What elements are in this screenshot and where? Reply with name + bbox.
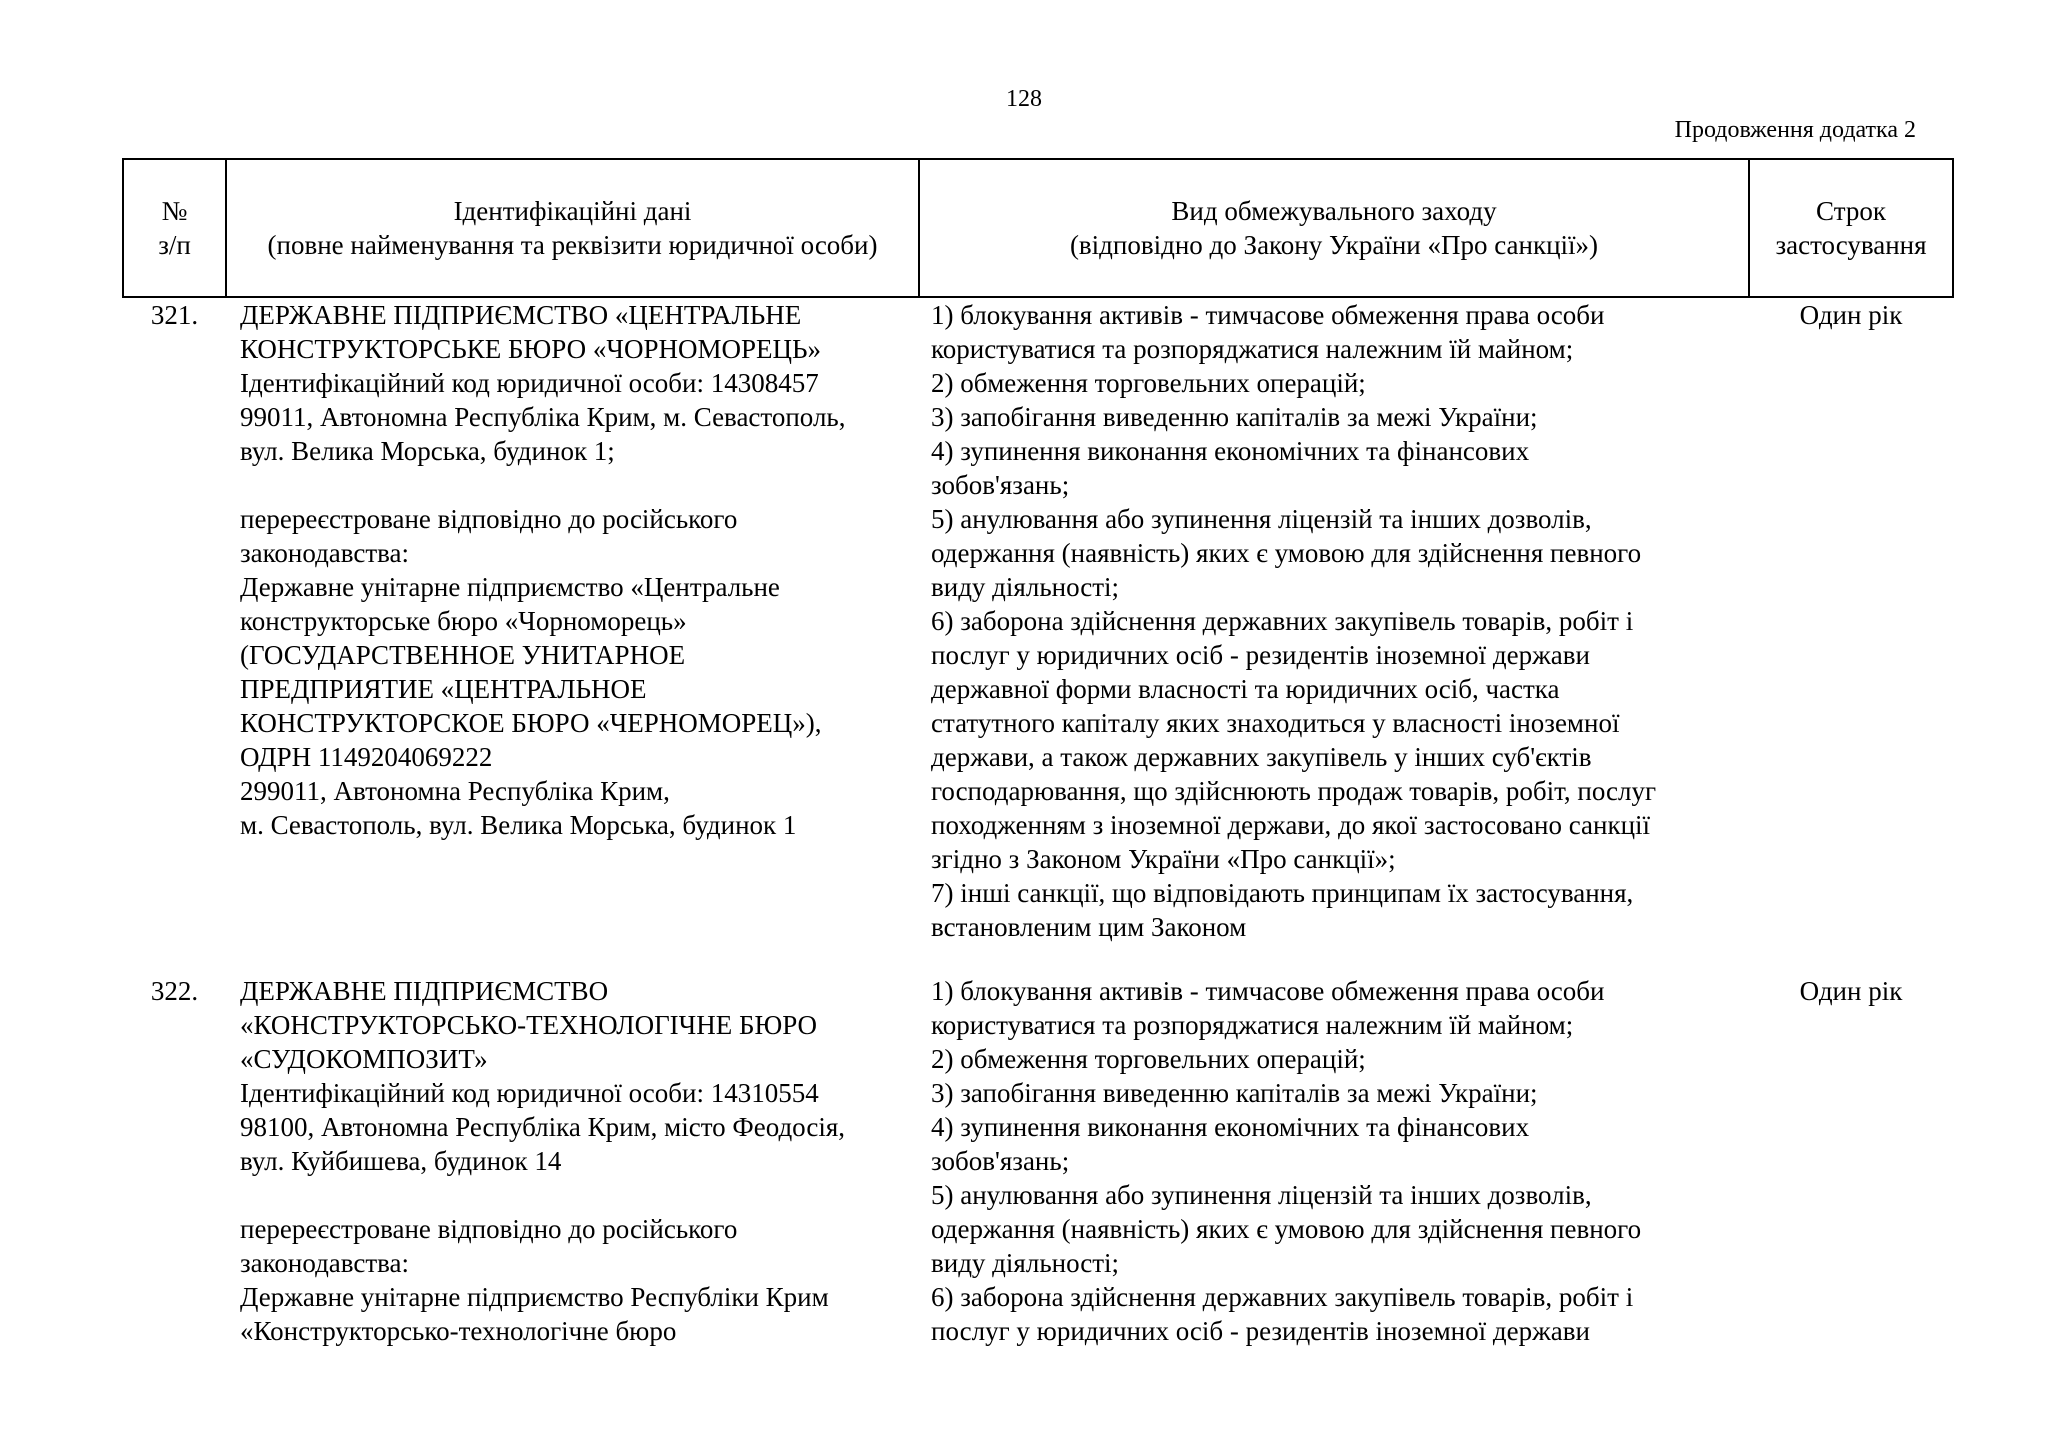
header-identification (226, 159, 919, 297)
cell-text-line: 6) заборона здійснення державних закупівель товарів, робіт і (931, 1282, 1634, 1312)
cell-text-line: згідно з Законом України «Про санкції»; (931, 844, 1396, 874)
cell-text-line: зобов'язань; (931, 1146, 1070, 1176)
cell-text-line: зобов'язань; (931, 470, 1070, 500)
cell-text-line: виду діяльності; (931, 572, 1120, 602)
cell-text-line: перереєстроване відповідно до російського (240, 504, 738, 534)
cell-text-line: 5) анулювання або зупинення ліцензій та інших дозволів, (931, 504, 1592, 534)
cell-text-line: послуг у юридичних осіб - резидентів іноземної держави (931, 1316, 1590, 1346)
header-measure-line-1: Вид обмежувального заходу (1171, 196, 1497, 226)
appendix-continuation-label: Продовження додатка 2 (1674, 117, 1916, 143)
cell-text-line: 299011, Автономна Республіка Крим, (240, 776, 670, 806)
cell-text-line: ОДРН 1149204069222 (240, 742, 493, 772)
cell-text-line: 98100, Автономна Республіка Крим, місто Феодосія, (240, 1112, 846, 1142)
cell-text-line: статутного капіталу яких знаходиться у власності іноземної (931, 708, 1620, 738)
cell-text-line: 4) зупинення виконання економічних та фінансових (931, 1112, 1530, 1142)
cell-text-line: ПРЕДПРИЯТИЕ «ЦЕНТРАЛЬНОЕ (240, 674, 647, 704)
cell-text-line: законодавства: (240, 538, 410, 568)
cell-text-line: КОНСТРУКТОРСЬКЕ БЮРО «ЧОРНОМОРЕЦЬ» (240, 334, 821, 364)
page-number: 128 (1006, 86, 1042, 112)
cell-text-line: 99011, Автономна Республіка Крим, м. Севастополь, (240, 402, 846, 432)
cell-text-line: вул. Куйбишева, будинок 14 (240, 1146, 562, 1176)
header-identification-line-2: (повне найменування та реквізити юридичної особи) (267, 230, 878, 260)
cell-text-line: одержання (наявність) яких є умовою для здійснення певного (931, 1214, 1642, 1244)
cell-text-line: 7) інші санкції, що відповідають принципам їх застосування, (931, 878, 1634, 908)
cell-text-line: одержання (наявність) яких є умовою для здійснення певного (931, 538, 1642, 568)
cell-text-line: послуг у юридичних осіб - резидентів іноземної держави (931, 640, 1590, 670)
cell-text-line: перереєстроване відповідно до російського (240, 1214, 738, 1244)
cell-text-line: Державне унітарне підприємство Республіки Крим (240, 1282, 829, 1312)
cell-text-line: законодавства: (240, 1248, 410, 1278)
cell-text-line: держави, а також державних закупівель у інших суб'єктів (931, 742, 1592, 772)
cell-text-line: 1) блокування активів - тимчасове обмеження права особи (931, 976, 1605, 1006)
table-header (123, 159, 1953, 297)
measures-cell (919, 297, 1749, 944)
cell-text-line: «Конструкторсько-технологічне бюро (240, 1316, 677, 1346)
cell-text-line: походженням з іноземної держави, до якої застосовано санкції (931, 810, 1651, 840)
header-number-line-2: з/п (158, 230, 191, 260)
cell-text-line: державної форми власності та юридичних осіб, частка (931, 674, 1560, 704)
paragraph-gap (240, 468, 911, 502)
header-measure (919, 159, 1749, 297)
cell-text-line: Ідентифікаційний код юридичної особи: 14310554 (240, 1078, 819, 1108)
identification-cell (226, 944, 919, 1348)
cell-text-line: Ідентифікаційний код юридичної особи: 14308457 (240, 368, 819, 398)
header-measure-line-2: (відповідно до Закону України «Про санкції») (1069, 230, 1599, 260)
cell-text-line: Державне унітарне підприємство «Центральне (240, 572, 780, 602)
cell-text-line: м. Севастополь, вул. Велика Морська, будинок 1 (240, 810, 797, 840)
cell-text-line: ДЕРЖАВНЕ ПІДПРИЄМСТВО «ЦЕНТРАЛЬНЕ (240, 300, 802, 330)
cell-text-line: вул. Велика Морська, будинок 1; (240, 436, 615, 466)
table-row (123, 944, 1953, 1348)
cell-text-line: встановленим цим Законом (931, 912, 1247, 942)
cell-text-line: 6) заборона здійснення державних закупівель товарів, робіт і (931, 606, 1634, 636)
cell-text-line: користуватися та розпоряджатися належним їй майном; (931, 1010, 1574, 1040)
table-row (123, 297, 1953, 944)
cell-text-line: господарювання, що здійснюють продаж товарів, робіт, послуг (931, 776, 1657, 806)
header-term-line-1: Строк (1816, 196, 1886, 226)
header-identification-line-1: Ідентифікаційні дані (453, 196, 692, 226)
header-term-line-2: застосування (1775, 230, 1927, 260)
term-cell: Один рік (1799, 300, 1903, 330)
cell-text-line: ДЕРЖАВНЕ ПІДПРИЄМСТВО (240, 976, 609, 1006)
cell-text-line: 2) обмеження торговельних операцій; (931, 1044, 1366, 1074)
row-number: 321. (150, 300, 199, 330)
sanctions-table (122, 158, 1954, 1348)
cell-text-line: 4) зупинення виконання економічних та фінансових (931, 436, 1530, 466)
cell-text-line: конструкторське бюро «Чорноморець» (240, 606, 687, 636)
cell-text-line: «КОНСТРУКТОРСЬКО-ТЕХНОЛОГІЧНЕ БЮРО (240, 1010, 818, 1040)
paragraph-gap (240, 1178, 911, 1212)
cell-text-line: 3) запобігання виведенню капіталів за межі України; (931, 1078, 1538, 1108)
cell-text-line: 1) блокування активів - тимчасове обмеження права особи (931, 300, 1605, 330)
header-number (123, 159, 226, 297)
cell-text-line: 5) анулювання або зупинення ліцензій та інших дозволів, (931, 1180, 1592, 1210)
cell-text-line: (ГОСУДАРСТВЕННОЕ УНИТАРНОЕ (240, 640, 686, 670)
header-number-line-1: № (161, 196, 188, 226)
cell-text-line: 2) обмеження торговельних операцій; (931, 368, 1366, 398)
row-number: 322. (150, 976, 199, 1006)
term-cell: Один рік (1799, 976, 1903, 1006)
cell-text-line: виду діяльності; (931, 1248, 1120, 1278)
cell-text-line: користуватися та розпоряджатися належним їй майном; (931, 334, 1574, 364)
table-body (123, 297, 1953, 1348)
header-term (1749, 159, 1953, 297)
identification-cell (226, 297, 919, 944)
cell-text-line: 3) запобігання виведенню капіталів за межі України; (931, 402, 1538, 432)
cell-text-line: «СУДОКОМПОЗИТ» (240, 1044, 488, 1074)
measures-cell (919, 944, 1749, 1348)
cell-text-line: КОНСТРУКТОРСКОЕ БЮРО «ЧЕРНОМОРЕЦ»), (240, 708, 822, 738)
